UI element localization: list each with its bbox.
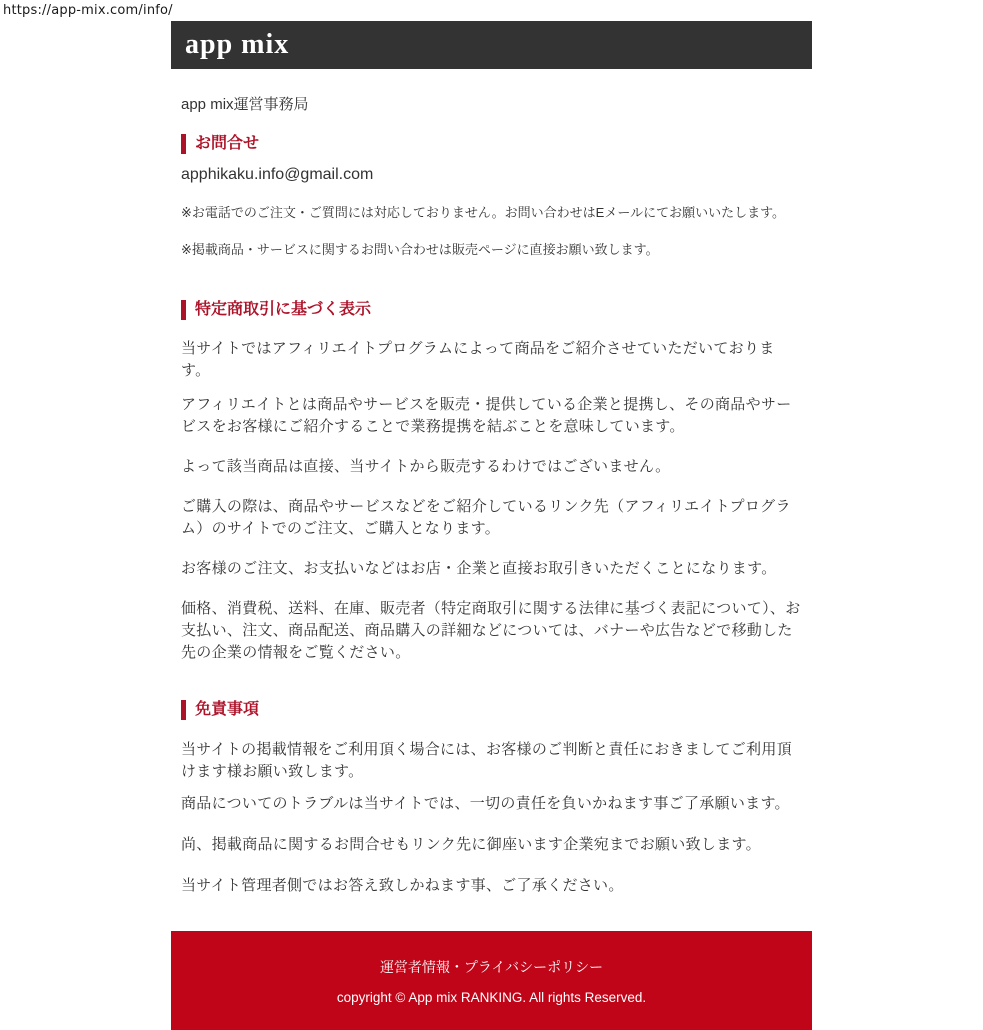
main-content [171,93,812,897]
privacy-policy-link[interactable]: 運営者情報・プライバシーポリシー [379,958,604,975]
section-commercial-transaction [181,300,802,664]
disclaimer-section-title: 免責事項 [181,700,802,720]
page-container [171,0,812,1030]
operator-name: app mix運営事務局 [181,96,309,113]
site-footer [171,931,812,1030]
paragraph: お客様のご注文、お支払いなどはお店・企業と直接お取引きいただくことになります。 [181,560,777,577]
paragraph: 商品についてのトラブルは当サイトでは、一切の責任を負いかねます事ご了承願います。 [181,795,790,812]
site-logo[interactable]: app mix [185,29,290,60]
paragraph: 価格、消費税、送料、在庫、販売者（特定商取引に関する法律に基づく表記について）、お支払い、注文、商品配送、商品購入の詳細などについては、バナーや広告などで移動した先の企業の情報をご覧ください。 [181,600,801,661]
section-contact [181,134,802,258]
paragraph: 当サイトではアフィリエイトプログラムによって商品をご紹介させていただいております。 [181,340,775,379]
site-header [171,21,812,69]
paragraph: 尚、掲載商品に関するお問合せもリンク先に御座います企業宛までお願い致します。 [181,836,761,853]
section-disclaimer [181,700,802,897]
paragraph: よって該当商品は直接、当サイトから販売するわけではございません。 [181,458,671,475]
page-url-label: https://app-mix.com/info/ [3,3,173,18]
contact-section-title: お問合せ [181,134,802,154]
commercial-transaction-section-title: 特定商取引に基づく表示 [181,300,802,320]
paragraph: ご購入の際は、商品やサービスなどをご紹介しているリンク先（アフィリエイトプログラム）のサイトでのご注文、ご購入となります。 [181,498,791,537]
contact-email: apphikaku.info@gmail.com [181,166,374,183]
paragraph: 当サイト管理者側ではお答え致しかねます事、ご了承ください。 [181,877,624,894]
copyright-text: copyright © App mix RANKING. All rights Reserved. [336,989,647,1005]
paragraph: アフィリエイトとは商品やサービスを販売・提供している企業と提携し、その商品やサービスをお客様にご紹介することで業務提携を結ぶことを意味しています。 [181,396,792,435]
paragraph: 当サイトの掲載情報をご利用頂く場合には、お客様のご判断と責任におきましてご利用頂けます様お願い致します。 [181,741,792,780]
contact-note: ※掲載商品・サービスに関するお問い合わせは販売ページに直接お願い致します。 [181,242,659,257]
contact-note: ※お電話でのご注文・ご質問には対応しておりません。お問い合わせはEメールにてお願いいたします。 [181,205,786,220]
